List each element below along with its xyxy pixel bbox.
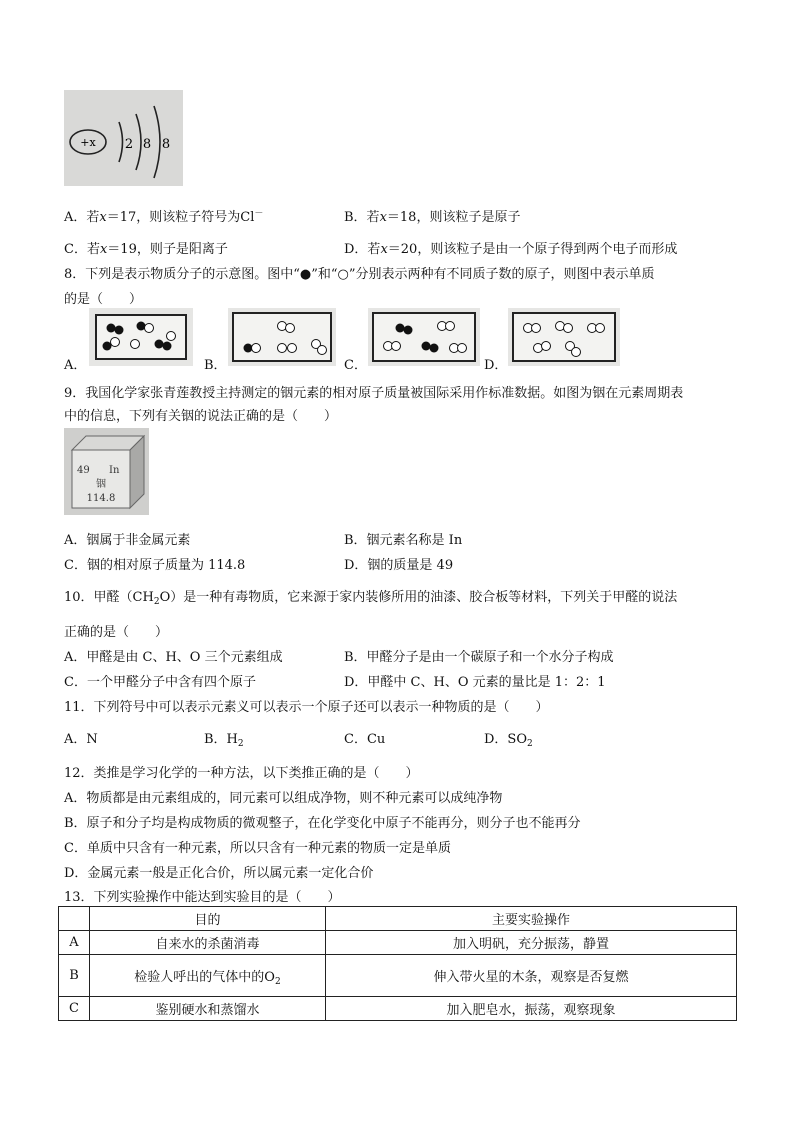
row-purpose: 检验人呼出的气体中的$O_2$ — [90, 955, 326, 997]
table-header-cell: 目的 — [90, 907, 326, 931]
q9-stem-line-2: 中的信息，下列有关铟的说法正确的是（ ） — [64, 409, 338, 424]
atomic-number: 49 — [77, 465, 90, 476]
q11-option-d: D．$SO_2$ — [484, 732, 533, 749]
shell-2-electrons: 8 — [142, 137, 152, 152]
q12-option-b: B．原子和分子均是构成物质的微观整子，在化学变化中原子不能再分，则分子也不能再分 — [64, 816, 581, 831]
q9-option-c: C．铟的相对原子质量为 114.8 — [64, 558, 246, 573]
q8-label-d: D． — [484, 358, 508, 373]
row-operation: 加入肥皂水，振荡，观察现象 — [326, 997, 737, 1021]
q12-option-d: D．金属元素一般是正化合价，所以属元素一定化合价 — [64, 866, 374, 881]
q8-figure-a — [89, 308, 193, 366]
table-row — [59, 931, 737, 955]
row-purpose: 鉴别硬水和蒸馏水 — [90, 997, 326, 1021]
q9-stem-line-1: 9．我国化学家张青莲教授主持测定的铟元素的相对原子质量被国际采用作标准数据。如图为铟在元素周期表 — [64, 386, 684, 401]
q8-label-a: A． — [64, 358, 87, 373]
table-header-cell — [59, 907, 90, 931]
periodic-cell-figure — [64, 428, 149, 515]
q9-option-d: D．铟的质量是 49 — [344, 558, 454, 573]
q11-stem: 11．下列符号中可以表示元素义可以表示一个原子还可以表示一种物质的是（ ） — [64, 700, 549, 715]
row-label: A — [59, 931, 90, 955]
molecule-diagram-d — [514, 314, 614, 360]
q8-label-c: C． — [344, 358, 367, 373]
row-label: C — [59, 997, 90, 1021]
q12-option-c: C．单质中只含有一种元素，所以只含有一种元素的物质一定是单质 — [64, 841, 451, 856]
q12-option-a: A．物质都是由元素组成的，同元素可以组成净物，则不种元素可以成纯净物 — [64, 791, 503, 806]
q10-stem-line-2: 正确的是（ ） — [64, 625, 169, 640]
q7-option-b: B．若x＝18，则该粒子是原子 — [344, 210, 521, 225]
q10-option-d: D．甲醛中 C、H、O 元素的量比是 1：2：1 — [344, 675, 606, 690]
q7-option-c: C．若x＝19，则子是阳离子 — [64, 242, 228, 257]
table-row — [59, 955, 737, 997]
table-header-row — [59, 907, 737, 931]
q7-option-a: A．若x＝17，则该粒子符号为Cl－ — [64, 209, 264, 225]
row-operation: 伸入带火星的木条，观察是否复燃 — [326, 955, 737, 997]
q9-option-b: B．铟元素名称是 In — [344, 533, 463, 548]
q8-label-b: B． — [204, 358, 227, 373]
q8-figure-b — [228, 308, 336, 366]
atom-structure-diagram — [64, 90, 183, 186]
q10-option-a: A．甲醛是由 C、H、O 三个元素组成 — [64, 650, 283, 665]
q8-figure-d — [508, 308, 620, 366]
molecule-diagram-b — [234, 314, 330, 360]
table-header-cell: 主要实验操作 — [326, 907, 737, 931]
q11-option-c: C．Cu — [344, 732, 386, 747]
q10-stem-line-1: 10．甲醛$(CH_2O)$是一种有毒物质，它来源于家内装修所用的油漆、胶合板等材料，下列关于甲醛的说法 — [64, 590, 678, 607]
element-symbol: In — [109, 465, 120, 476]
row-label: B — [59, 955, 90, 997]
molecule-diagram-c — [374, 314, 474, 360]
q12-stem: 12．类推是学习化学的一种方法，以下类推正确的是（ ） — [64, 766, 419, 781]
q10-option-b: B．甲醛分子是由一个碳原子和一个水分子构成 — [344, 650, 614, 665]
q8-stem-line-1: 8．下列是表示物质分子的示意图。图中“●”和“○”分别表示两种有不同质子数的原子，则图中表示单质 — [64, 267, 655, 282]
table-row — [59, 997, 737, 1021]
q11-option-a: A．N — [64, 732, 98, 747]
row-operation: 加入明矾，充分振荡，静置 — [326, 931, 737, 955]
q8-figure-c — [368, 308, 480, 366]
periodic-table-cell — [64, 428, 149, 515]
q11-option-b: B．$H_2$ — [204, 732, 244, 749]
molecule-diagram-a — [97, 316, 185, 358]
q13-table — [58, 906, 737, 1021]
q13-stem: 13．下列实验操作中能达到实验目的是（ ） — [64, 890, 341, 905]
q8-stem-line-2: 的是（ ） — [64, 292, 143, 307]
atomic-mass: 114.8 — [86, 493, 116, 504]
shell-3-electrons: 8 — [161, 137, 171, 152]
q7-option-d: D．若x＝20，则该粒子是由一个原子得到两个电子而形成 — [344, 242, 678, 257]
atom-structure-figure — [64, 90, 183, 186]
q10-option-c: C．一个甲醛分子中含有四个原子 — [64, 675, 256, 690]
row-purpose: 自来水的杀菌消毒 — [90, 931, 326, 955]
shell-1-electrons: 2 — [124, 137, 134, 152]
q9-option-a: A．铟属于非金属元素 — [64, 533, 191, 548]
nucleus-label: +x — [80, 136, 96, 149]
element-name: 铟 — [96, 479, 106, 490]
